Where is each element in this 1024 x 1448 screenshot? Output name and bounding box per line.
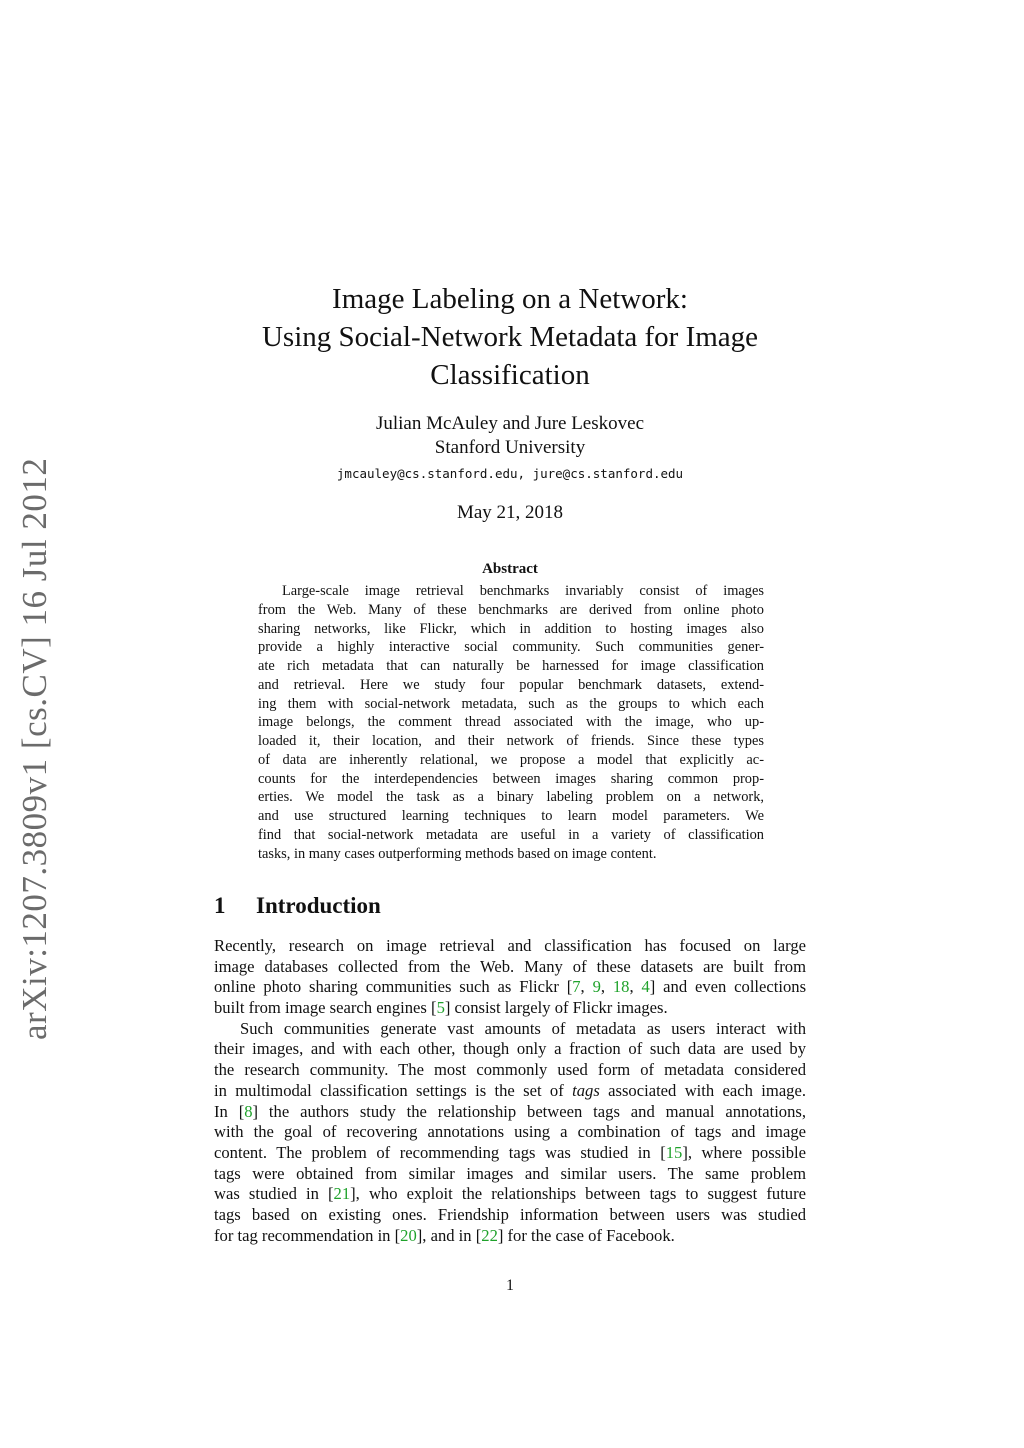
abstract-line: loaded it, their location, and their network of friends. Since these types	[258, 733, 764, 749]
section-heading-introduction	[214, 893, 814, 919]
body-line: was studied in [21], who exploit the relationships between tags to suggest future	[214, 1184, 806, 1204]
body-line: for tag recommendation in [20], and in [22] for the case of Facebook.	[214, 1225, 675, 1245]
body-line: tags based on existing ones. Friendship information between users was studied	[214, 1204, 806, 1224]
title-line: Using Social-Network Metadata for Image	[261, 321, 759, 353]
abstract-line: provide a highly interactive social community. Such communities gener-	[258, 639, 764, 656]
introduction-body	[214, 936, 806, 1246]
citation-link[interactable]: 5	[436, 998, 445, 1018]
body-line: the research community. The most commonly used form of metadata considered	[214, 1060, 806, 1080]
body-line: their images, and with each other, though only a fraction of such data are used by	[214, 1039, 806, 1059]
abstract-line: find that social-network metadata are useful in a variety of classification	[258, 826, 764, 843]
abstract-line: counts for the interdependencies between images sharing common prop-	[258, 770, 764, 787]
body-line: Such communities generate vast amounts of metadata as users interact with	[240, 1018, 806, 1038]
abstract-body	[258, 582, 764, 863]
abstract-line: erties. We model the task as a binary labeling problem on a network,	[258, 789, 764, 806]
abstract-line: sharing networks, like Flickr, which in addition to hosting images also	[258, 620, 764, 637]
abstract-line: and retrieval. Here we study four popular benchmark datasets, extend-	[258, 676, 764, 693]
author-names: Julian McAuley and Jure Leskovec	[375, 413, 645, 434]
citation-link[interactable]: 18	[612, 977, 630, 997]
title-line: Image Labeling on a Network:	[332, 283, 688, 315]
abstract-line: ate rich metadata that can naturally be harnessed for image classification	[258, 658, 764, 674]
body-line: content. The problem of recommending tags was studied in [15], where possible	[214, 1142, 806, 1162]
citation-link[interactable]: 21	[333, 1184, 351, 1204]
citation-link[interactable]: 9	[592, 977, 601, 997]
citation-link[interactable]: 8	[244, 1101, 253, 1121]
body-line: tags were obtained from similar images and similar users. The same problem	[214, 1163, 806, 1183]
body-line: online photo sharing communities such as Flickr [7, 9, 18, 4] and even collections	[214, 977, 807, 997]
paper-title	[200, 280, 820, 394]
section-title: Introduction	[256, 893, 381, 918]
citation-link[interactable]: 4	[641, 977, 650, 997]
body-line: with the goal of recovering annotations using a combination of tags and image	[214, 1122, 806, 1142]
abstract-line: of data are inherently relational, we propose a model that explicitly ac-	[258, 751, 764, 768]
section-number: 1	[214, 893, 226, 918]
body-line: built from image search engines [5] consist largely of Flickr images.	[214, 998, 668, 1018]
abstract-line: Large-scale image retrieval benchmarks invariably consist of images	[282, 583, 764, 599]
abstract-line: ing them with social-network metadata, such as the groups to which each	[258, 695, 764, 712]
citation-link[interactable]: 15	[665, 1142, 683, 1162]
author-emails: jmcauley@cs.stanford.edu, jure@cs.stanford.edu	[336, 466, 684, 481]
body-line: In [8] the authors study the relationship between tags and manual annotations,	[214, 1101, 807, 1121]
affiliation: Stanford University	[434, 437, 586, 458]
citation-link[interactable]: 20	[400, 1225, 417, 1245]
citation-link[interactable]: 7	[572, 977, 581, 997]
abstract-line: from the Web. Many of these benchmarks are derived from online photo	[258, 601, 764, 618]
citation-link[interactable]: 22	[481, 1225, 498, 1245]
title-line: Classification	[430, 359, 590, 391]
arxiv-identifier-stamp: arXiv:1207.3809v1 [cs.CV] 16 Jul 2012	[15, 457, 54, 1040]
abstract-line: and use structured learning techniques to learn model parameters. We	[258, 808, 764, 824]
emphasized-term: tags	[572, 1080, 600, 1100]
abstract-line: tasks, in many cases outperforming methods based on image content.	[258, 845, 657, 862]
abstract-line: image belongs, the comment thread associated with the image, who up-	[258, 714, 764, 731]
paper-date: May 21, 2018	[456, 502, 564, 523]
body-line: in multimodal classification settings is the set of tags associated with each image.	[214, 1080, 806, 1100]
author-block	[200, 412, 820, 460]
body-line: image databases collected from the Web. Many of these datasets are built from	[214, 956, 806, 976]
body-line: Recently, research on image retrieval and classification has focused on large	[214, 936, 806, 955]
abstract-heading: Abstract	[482, 561, 538, 577]
page-number: 1	[506, 1277, 514, 1294]
